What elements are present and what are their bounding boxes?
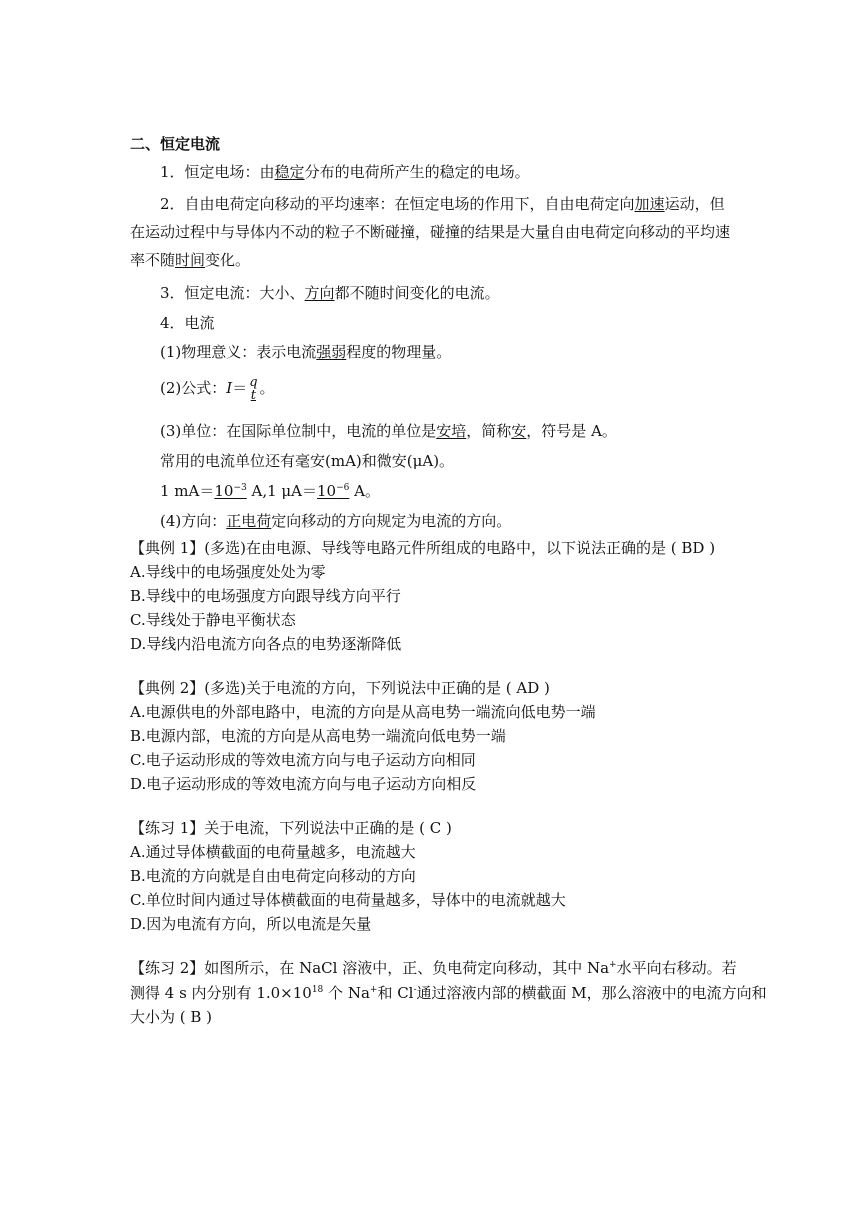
answer-blank: 强弱 xyxy=(316,343,347,361)
paragraph-physical-meaning: (1)物理意义：表示电流强弱程度的物理量。 xyxy=(160,343,452,361)
example-2-question: 【典例 2】(多选)关于电流的方向，下列说法中正确的是 ( AD ) xyxy=(130,679,550,697)
formula-fraction: q t xyxy=(249,375,258,403)
example-2-option-c: C.电子运动形成的等效电流方向与电子运动方向相同 xyxy=(130,751,476,769)
answer-blank: 安 xyxy=(511,422,527,440)
example-1-option-b: B.导线中的电场强度方向跟导线方向平行 xyxy=(130,587,401,605)
paragraph-formula: (2)公式：I＝ q t 。 xyxy=(160,375,275,403)
practice-2-question-line2: 测得 4 s 内分别有 $1.0\times 10^{18}$ 个 Na+和 Cl-通过溶液内部的横截面 M，那么溶液中的电流方向和 xyxy=(130,984,767,1002)
example-1-question: 【典例 1】(多选)在由电源、导线等电路元件所组成的电路中，以下说法正确的是 ( BD ) xyxy=(130,539,716,557)
answer-blank: $10^{-6}$ xyxy=(317,482,350,500)
paragraph-direction: (4)方向：正电荷定向移动的方向规定为电流的方向。 xyxy=(160,512,512,530)
paragraph-average-rate-line3: 率不随时间变化。 xyxy=(130,251,251,269)
example-1-option-d: D.导线内沿电流方向各点的电势逐渐降低 xyxy=(130,635,402,653)
practice-1-question: 【练习 1】关于电流，下列说法中正确的是 ( C ) xyxy=(130,819,452,837)
practice-1-option-d: D.因为电流有方向，所以电流是矢量 xyxy=(130,915,372,933)
paragraph-common-units: 常用的电流单位还有毫安(mA)和微安(μA)。 xyxy=(160,452,455,470)
example-2-option-a: A.电源供电的外部电路中，电流的方向是从高电势一端流向低电势一端 xyxy=(130,703,596,721)
practice-1-option-a: A.通过导体横截面的电荷量越多，电流越大 xyxy=(130,843,416,861)
paragraph-constant-field: 1．恒定电场：由稳定分布的电荷所产生的稳定的电场。 xyxy=(160,163,530,181)
example-2-option-d: D.电子运动形成的等效电流方向与电子运动方向相反 xyxy=(130,775,477,793)
answer-blank: 加速 xyxy=(634,195,665,213)
paragraph-current-title: 4．电流 xyxy=(160,314,215,332)
practice-2-question-line1: 【练习 2】如图所示，在 NaCl 溶液中，正、负电荷定向移动，其中 Na+水平向右移动。若 xyxy=(130,959,737,977)
example-2-option-b: B.电源内部，电流的方向是从高电势一端流向低电势一端 xyxy=(130,727,506,745)
answer-blank: 时间 xyxy=(175,251,206,269)
answer-blank: 正电荷 xyxy=(226,512,272,530)
example-1-option-c: C.导线处于静电平衡状态 xyxy=(130,611,296,629)
practice-2-question-line3: 大小为 ( B ) xyxy=(130,1008,213,1026)
paragraph-unit: (3)单位：在国际单位制中，电流的单位是安培，简称安，符号是 A。 xyxy=(160,422,617,440)
paragraph-unit-conversion: 1 $mA=10^{-3}$ A,1 $\mu A=10^{-6}$ A。 xyxy=(160,482,380,500)
paragraph-average-rate-line2: 在运动过程中与导体内不动的粒子不断碰撞，碰撞的结果是大量自由电荷定向移动的平均速 xyxy=(130,223,731,241)
answer-blank: 安培 xyxy=(436,422,467,440)
practice-1-option-c: C.单位时间内通过导体横截面的电荷量越多，导体中的电流就越大 xyxy=(130,891,566,909)
answer-blank: 方向 xyxy=(304,284,335,302)
answer-blank: 稳定 xyxy=(274,163,305,181)
formula-variable: I xyxy=(226,379,233,397)
paragraph-constant-current: 3．恒定电流：大小、方向都不随时间变化的电流。 xyxy=(160,284,500,302)
example-1-option-a: A.导线中的电场强度处处为零 xyxy=(130,563,326,581)
paragraph-average-rate-line1: 2．自由电荷定向移动的平均速率：在恒定电场的作用下，自由电荷定向加速运动，但 xyxy=(160,195,725,213)
section-heading: 二、恒定电流 xyxy=(130,135,221,153)
answer-blank: $10^{-3}$ xyxy=(214,482,247,500)
practice-1-option-b: B.电流的方向就是自由电荷定向移动的方向 xyxy=(130,867,416,885)
